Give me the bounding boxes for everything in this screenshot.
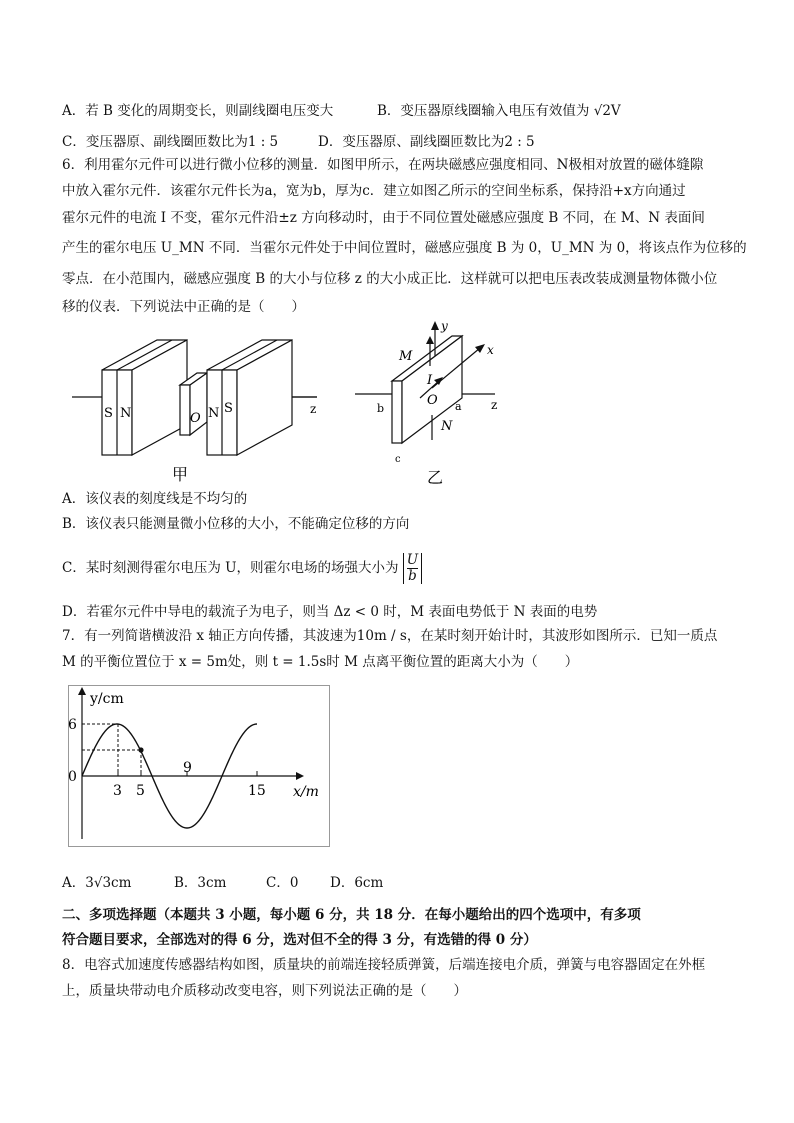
q5-option-b-value: √2V <box>593 103 621 119</box>
x-label-3: 3 <box>113 783 122 799</box>
q6-option-c-fraction <box>403 553 422 584</box>
q8-line-2: 上，质量块带动电介质移动改变电容，则下列说法正确的是（ ） <box>62 983 467 999</box>
q6-option-c <box>62 553 422 584</box>
label-s-left: S <box>104 406 113 421</box>
fraction-numerator: U <box>406 552 419 568</box>
wave-graph <box>68 685 330 847</box>
graph-frame <box>69 686 330 847</box>
y-tick-0: 0 <box>68 769 77 785</box>
label-x-yi: x <box>487 343 494 357</box>
q5-option-a: A．若 B 变化的周期变长，则副线圈电压变大 <box>62 103 334 119</box>
label-n-left: N <box>120 406 132 421</box>
label-z-jia: z <box>310 402 317 416</box>
y-axis-arrow <box>431 321 439 330</box>
fraction-denominator: b <box>408 568 417 584</box>
q6-line-5: 零点．在小范围内，磁感应强度 B 的大小与位移 z 的大小成正比．这样就可以把电压表改装成测量物体微小位 <box>62 271 718 287</box>
x-label-15: 15 <box>248 783 266 799</box>
label-s-right: S <box>224 401 233 416</box>
label-n: N <box>441 419 453 434</box>
section2-header-line-1: 二、多项选择题（本题共 3 小题，每小题 6 分，共 18 分．在每小题给出的四个选项中，有多项 <box>62 907 641 923</box>
label-z-yi: z <box>491 398 498 412</box>
q6-option-d: D．若霍尔元件中导电的载流子为电子，则当 Δz < 0 时，M 表面电势低于 N 表面的电势 <box>62 604 598 620</box>
label-y-yi: y <box>441 319 448 333</box>
x-label-5: 5 <box>136 783 145 799</box>
y-tick-6: 6 <box>68 717 77 733</box>
q5-option-b-text: B．变压器原线圈输入电压有效值为 <box>377 103 590 119</box>
q5-option-c: C．变压器原、副线圈匝数比为1 : 5 <box>62 134 279 150</box>
q6-line-6: 移的仪表．下列说法中正确的是（ ） <box>62 299 305 315</box>
q6-line-4: 产生的霍尔电压 U_MN 不同．当霍尔元件处于中间位置时，磁感应强度 B 为 0，U_MN 为 0，将该点作为位移的 <box>62 240 747 256</box>
q6-line-3: 霍尔元件的电流 I 不变，霍尔元件沿±z 方向移动时，由于不同位置处磁感应强度 B 不同，在 M、N 表面间 <box>62 210 705 226</box>
q7-line-2: M 的平衡位置位于 x = 5m处，则 t = 1.5s时 M 点离平衡位置的距离大小为（ ） <box>62 654 579 670</box>
q7-option-c: C．0 <box>266 875 299 891</box>
q5-option-d: D．变压器原、副线圈匝数比为2 : 5 <box>318 134 535 150</box>
magnet-right <box>207 340 292 455</box>
q6-option-b: B．该仪表只能测量微小位移的大小，不能确定位移的方向 <box>62 516 410 532</box>
label-o-yi: O <box>427 393 438 408</box>
figure-yi <box>345 318 515 488</box>
caption-yi: 乙 <box>427 468 444 487</box>
label-m: M <box>399 349 413 364</box>
q7-line-1: 7．有一列简谐横波沿 x 轴正方向传播，其波速为10m / s，在某时刻开始计时，其波形如图所示．已知一质点 <box>62 628 718 644</box>
label-a: a <box>455 400 462 413</box>
q6-line-1: 6．利用霍尔元件可以进行微小位移的测量．如图甲所示，在两块磁感应强度相同、N极相对放置的磁体缝隙 <box>62 157 704 173</box>
q6-option-a: A．该仪表的刻度线是不均匀的 <box>62 491 248 507</box>
label-c: c <box>395 454 401 465</box>
q6-option-c-text: C．某时刻测得霍尔电压为 U，则霍尔电场的场强大小为 <box>62 560 399 576</box>
point-m <box>138 747 143 752</box>
q7-option-a: A．3√3cm <box>62 875 132 891</box>
q5-option-b <box>377 102 621 120</box>
graph-x-label: x/m <box>293 784 319 800</box>
figure-jia <box>62 325 332 485</box>
label-n-right: N <box>208 406 220 421</box>
label-o: O <box>190 411 201 426</box>
label-i: I <box>427 373 433 388</box>
q7-option-b: B．3cm <box>174 875 227 891</box>
q6-line-2: 中放入霍尔元件．该霍尔元件长为a，宽为b，厚为c．建立如图乙所示的空间坐标系，保持沿+x方向通过 <box>62 183 686 199</box>
graph-y-label: y/cm <box>90 691 124 707</box>
magnet-left <box>102 340 187 455</box>
label-b: b <box>377 402 385 415</box>
q7-option-d: D．6cm <box>330 875 384 891</box>
x-label-9: 9 <box>183 760 192 776</box>
m-arrow-head <box>426 336 434 344</box>
caption-jia: 甲 <box>172 465 189 484</box>
q8-line-1: 8．电容式加速度传感器结构如图，质量块的前端连接轻质弹簧，后端连接电介质，弹簧与电容器固定在外框 <box>62 957 706 973</box>
section2-header-line-2: 符合题目要求，全部选对的得 6 分，选对但不全的得 3 分，有选错的得 0 分） <box>62 932 537 948</box>
